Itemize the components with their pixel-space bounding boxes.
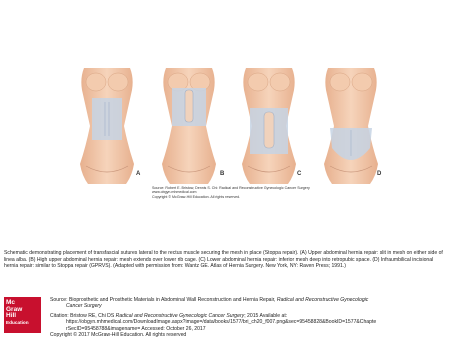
citation-prefix: Citation: Bristow RE, Chi DS: [50, 312, 116, 319]
source-prefix: Source: Bioprosthetic and Prosthetic Materials in Abdominal Wall Reconstruction and Hernia Repair,: [50, 297, 277, 303]
hernia-repair-figure: [70, 68, 382, 206]
breast-right: [270, 73, 290, 91]
citation-url-2[interactable]: rSecID=95458788&imagename= Accessed: October 26, 2017: [66, 325, 206, 332]
figure-source-line: Source: Robert E. Bristow, Dennis S. Chi: Radical and Reconstructive Gynecologic Cancer Surgery: [152, 186, 310, 190]
breast-right: [108, 73, 128, 91]
citation-book-title: Radical and Reconstructive Gynecologic Cancer Surgery: [115, 312, 245, 319]
mesh-c: [250, 108, 288, 154]
mesh-b: [172, 88, 206, 126]
breast-left: [248, 73, 268, 91]
source-book-title: Radical and Reconstructive Gynecologic: [276, 297, 369, 303]
torso-d: [324, 68, 378, 184]
mesh-a: [92, 98, 122, 140]
figure-source-note: [152, 186, 372, 199]
citation-suffix: ; 2015 Available at:: [244, 312, 288, 319]
source-book-title-cont: Cancer Surgery: [66, 303, 102, 310]
logo-text-hill: Hill: [6, 312, 17, 320]
panel-label-b: B: [220, 171, 225, 177]
citation-block: [50, 297, 446, 338]
breast-left: [330, 73, 350, 91]
logo-text-mc: Mc: [6, 299, 16, 306]
logo-text-education: Education: [6, 319, 29, 325]
torso-a: [80, 68, 134, 184]
torso-illustrations: [70, 68, 382, 186]
torso-c: [242, 68, 296, 184]
citation-url-1[interactable]: https://obgyn.mhmedical.com/DownloadImage.aspx?image=/data/books/1577/bri_ch20_f007.png&sec=95458828&BookID=1577&Chapte: [66, 319, 377, 326]
panel-label-a: A: [136, 171, 141, 177]
figure-caption: Schematic demonstrating placement of transfascial sutures lateral to the rectus muscle securing the mesh in place (Stoppa repair). (A) Upper abdominal hernia repair: slit in mesh on either side of linea alba. (B) High upper abdominal hernia repair: mesh extends over lower rib cage. (C) Lower abdominal hernia repair: inferior mesh deep into retropubic space. (D) Infraumbilical incisional hernia repair: similar to Stoppa repair (GPRVS). (Adapted with permission from: Wantz GE. Atlas of Hernia Surgery. New York, NY: Raven Press; 1991.): [4, 250, 443, 270]
mcgraw-hill-logo: [4, 297, 41, 333]
figure-copyright: Copyright © McGraw-Hill Education. All rights reserved.: [152, 194, 241, 199]
breast-left: [86, 73, 106, 91]
breast-right: [352, 73, 372, 91]
copyright-line: Copyright © 2017 McGraw-Hill Education. All rights reserved: [50, 332, 187, 338]
figure-source-url: www.obgyn.mhmedical.com: [152, 190, 197, 195]
torso-b: [162, 68, 216, 184]
panel-label-d: D: [377, 171, 382, 177]
panel-label-c: C: [297, 171, 302, 177]
logo-text-graw: Graw: [6, 305, 23, 313]
